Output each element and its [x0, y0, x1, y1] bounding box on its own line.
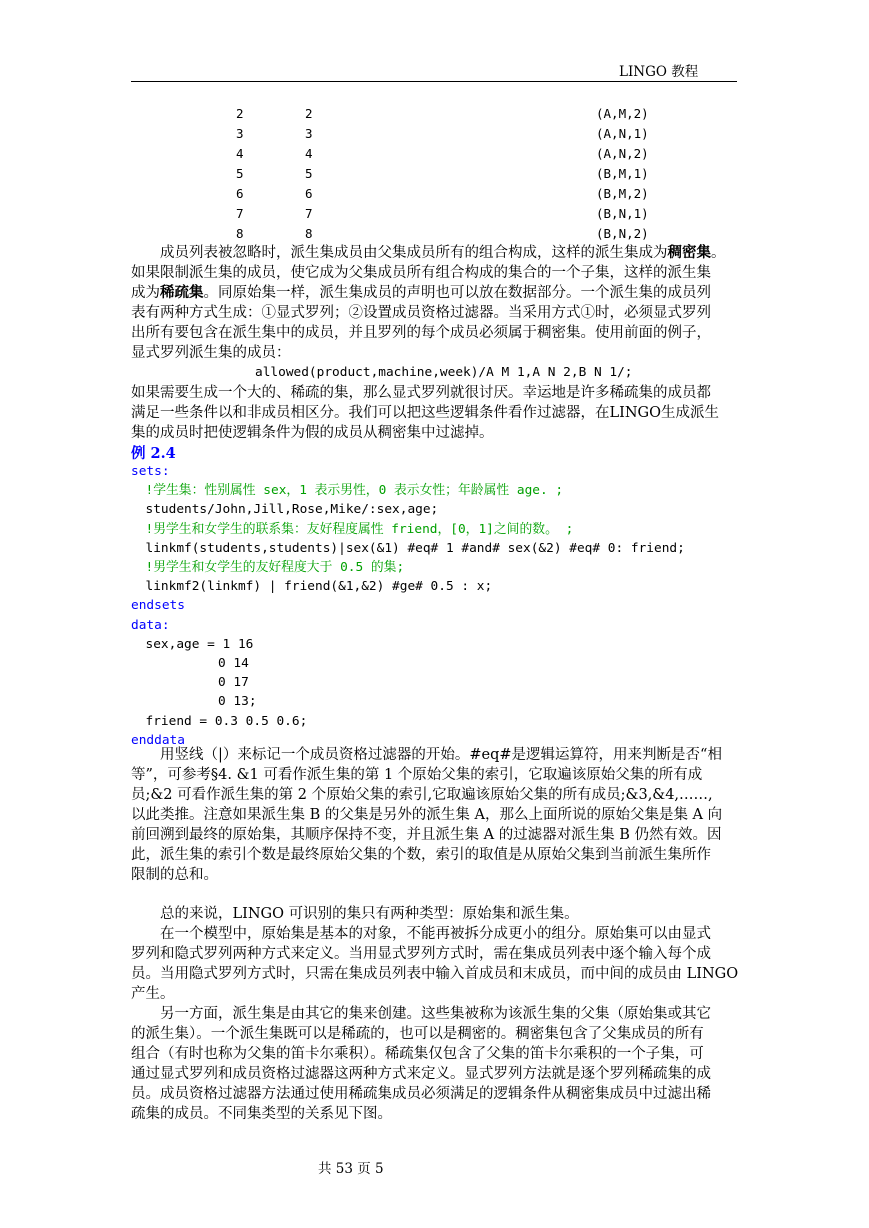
para4-line: 总的来说，LINGO 可识别的集只有两种类型：原始集和派生集。	[160, 906, 579, 922]
table-row	[0, 144, 869, 164]
para5-line: 产生。	[131, 986, 175, 1002]
page-footer: 共 53 页 5	[318, 1161, 384, 1177]
table-cell: (A,N,1)	[596, 126, 649, 141]
table-cell: 4	[236, 146, 244, 161]
code-line: linkmf(students,students)|sex(&1) #eq# 1 #and# sex(&2) #eq# 0: friend;	[145, 540, 685, 556]
table-cell: (B,N,1)	[596, 206, 649, 221]
para1-line: 显式罗列派生集的成员：	[131, 345, 291, 361]
table-row	[0, 204, 869, 224]
term-dense-set: 稠密集	[667, 244, 711, 261]
table-row	[0, 164, 869, 184]
example-title: 例 2.4	[131, 445, 176, 462]
table-cell: (A,M,2)	[596, 106, 649, 121]
table-cell: (A,N,2)	[596, 146, 649, 161]
table-cell: 2	[236, 106, 244, 121]
para1-line: 表有两种方式生成：①显式罗列；②设置成员资格过滤器。当采用方式①时，必须显式罗列	[131, 305, 711, 321]
table-cell: 7	[236, 206, 244, 221]
code-keyword: data:	[131, 617, 170, 633]
para6-line: 疏集的成员。不同集类型的关系见下图。	[131, 1106, 392, 1122]
code-line: linkmf2(linkmf) | friend(&1,&2) #ge# 0.5 : x;	[145, 579, 493, 595]
code-line: 0 13;	[218, 694, 257, 710]
para2-line: 满足一些条件以和非成员相区分。我们可以把这些逻辑条件看作过滤器，在LINGO生成派生	[131, 405, 720, 421]
table-cell: 2	[305, 106, 313, 121]
table-row	[0, 124, 869, 144]
para5-line: 罗列和隐式罗列两种方式来定义。当用显式罗列方式时，需在集成员列表中逐个输入每个成	[131, 946, 711, 962]
para3-line: 前回溯到最终的原始集，其顺序保持不变，并且派生集 A 的过滤器对派生集 B 仍然有效。因	[131, 827, 722, 843]
code-comment: !男学生和女学生的联系集：友好程度属性 friend，[0，1]之间的数。 ;	[145, 521, 574, 537]
table-cell: 4	[305, 146, 313, 161]
text: 成员列表被忽略时，派生集成员由父集成员所有的组合构成，这样的派生集成为	[160, 245, 668, 261]
code-comment: !学生集：性别属性 sex，1 表示男性，0 表示女性；年龄属性 age. ;	[145, 483, 564, 499]
para3-line: 此，派生集的索引个数是最终原始父集的个数，索引的取值是从原始父集到当前派生集所作	[131, 847, 711, 863]
code-line: 0 14	[218, 656, 249, 671]
para6-line: 另一方面，派生集是由其它的集来创建。这些集被称为该派生集的父集（原始集或其它	[160, 1006, 711, 1022]
table-cell: 7	[305, 206, 313, 221]
para6-line: 员。成员资格过滤器方法通过使用稀疏集成员必须满足的逻辑条件从稠密集成员中过滤出稀	[131, 1086, 711, 1102]
table-row	[0, 184, 869, 204]
code-line: 0 17	[218, 675, 249, 691]
para6-line: 的派生集）。一个派生集既可以是稀疏的，也可以是稠密的。稠密集包含了父集成员的所有	[131, 1026, 704, 1042]
para3-line: 等”，可参考§4. &1 可看作派生集的第 1 个原始父集的索引，它取遍该原始父集的所有成	[131, 767, 703, 783]
term-sparse-set: 稀疏集	[160, 284, 204, 301]
table-cell: 6	[236, 186, 244, 201]
para6-line: 组合（有时也称为父集的笛卡尔乘积）。稀疏集仅包含了父集的笛卡尔乘积的一个子集，可	[131, 1046, 704, 1062]
para2-line: 如果需要生成一个大的、稀疏的集，那么显式罗列就很讨厌。幸运地是许多稀疏集的成员都	[131, 385, 711, 401]
code-comment: !男学生和女学生的友好程度大于 0.5 的集;	[145, 560, 405, 575]
para3-line: 员;&2 可看作派生集的第 2 个原始父集的索引,它取遍该原始父集的所有成员;&3,&4,……,	[131, 787, 713, 803]
para3-line: 以此类推。注意如果派生集 B 的父集是另外的派生集 A，那么上面所说的原始父集是集 A 向	[131, 807, 723, 823]
code-allowed: allowed(product,machine,week)/A M 1,A N 2,B N 1/;	[255, 365, 633, 380]
code-line: sex,age = 1 16	[145, 636, 254, 652]
page-header-title: LINGO 教程	[619, 64, 699, 80]
table-cell: (B,M,2)	[596, 186, 649, 201]
text: 。	[711, 245, 726, 261]
table-row	[0, 224, 869, 244]
para2-line: 集的成员时把使逻辑条件为假的成员从稠密集中过滤掉。	[131, 425, 494, 441]
para1-line	[131, 283, 737, 303]
para1-line: 如果限制派生集的成员，使它成为父集成员所有组合构成的集合的一个子集，这样的派生集	[131, 265, 711, 281]
para5-line: 在一个模型中，原始集是基本的对象，不能再被拆分成更小的组分。原始集可以由显式	[160, 926, 711, 942]
table-cell: 8	[236, 226, 244, 241]
table-cell: 6	[305, 186, 313, 201]
para3-line: 限制的总和。	[131, 867, 218, 883]
table-cell: (B,N,2)	[596, 226, 649, 241]
table-cell: 5	[305, 166, 313, 181]
para6-line: 通过显式罗列和成员资格过滤器这两种方式来定义。显式罗列方法就是逐个罗列稀疏集的成	[131, 1066, 711, 1082]
para1-line: 出所有要包含在派生集中的成员，并且罗列的每个成员必须属于稠密集。使用前面的例子，	[131, 325, 711, 341]
para3-line: 用竖线（|）来标记一个成员资格过滤器的开始。#eq#是逻辑运算符，用来判断是否“相	[160, 747, 722, 763]
code-line: friend = 0.3 0.5 0.6;	[145, 713, 308, 729]
code-keyword: endsets	[131, 598, 185, 614]
table-cell: (B,M,1)	[596, 166, 649, 181]
para1-line	[131, 243, 737, 263]
text: 。同原始集一样，派生集成员的声明也可以放在数据部分。一个派生集的成员列	[203, 285, 711, 301]
table-cell: 3	[305, 126, 313, 141]
code-line: students/John,Jill,Rose,Mike/:sex,age;	[145, 502, 439, 518]
table-cell: 3	[236, 126, 244, 141]
para5-line: 员。当用隐式罗列方式时，只需在集成员列表中输入首成员和末成员，而中间的成员由 LINGO	[131, 966, 739, 982]
text: 成为	[131, 285, 160, 301]
header-rule	[131, 81, 737, 82]
code-keyword: sets:	[131, 464, 170, 479]
table-cell: 8	[305, 226, 313, 241]
table-cell: 5	[236, 166, 244, 181]
table-row	[0, 104, 869, 124]
code-keyword: enddata	[131, 732, 185, 748]
